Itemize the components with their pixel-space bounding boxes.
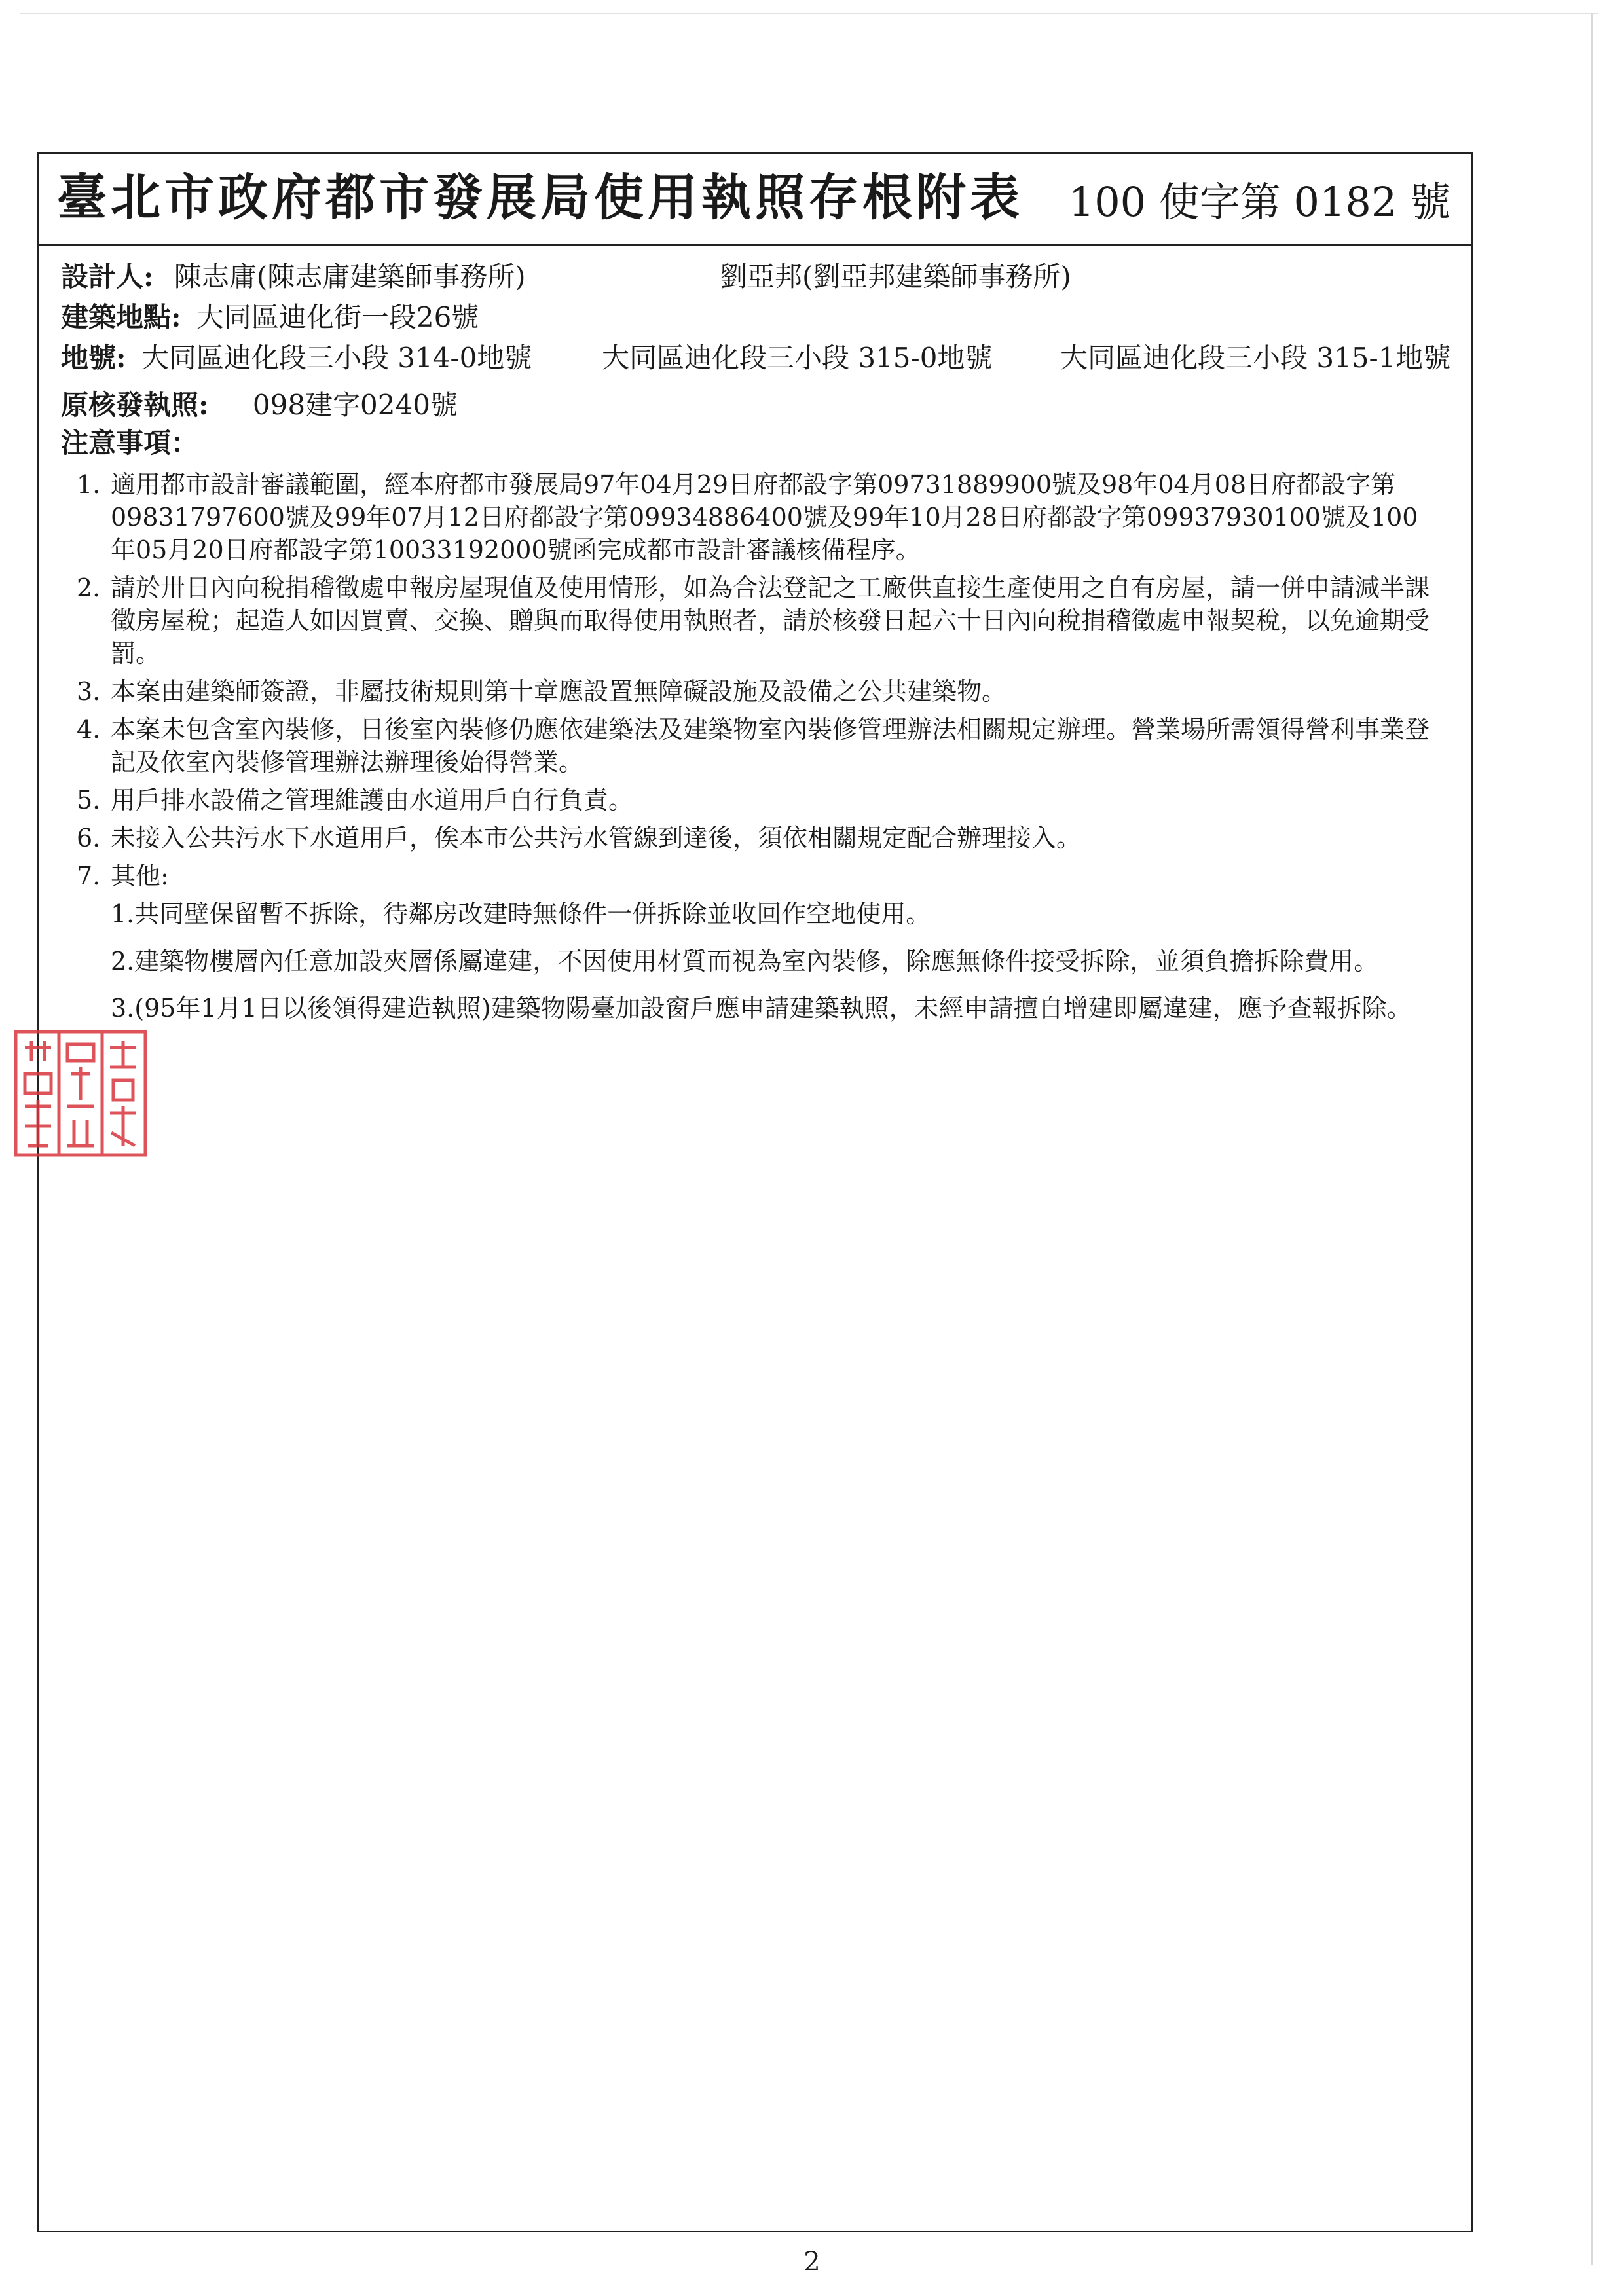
other-item: 2.建築物樓層內任意加設夾層係屬違建，不因使用材質而視為室內裝修，除應無條件接受拆除，並須負擔拆除費用。 xyxy=(111,947,1379,975)
permit-number: 100 使字第 0182 號 xyxy=(1068,178,1450,226)
note-item xyxy=(77,675,1439,708)
note-number: 4. xyxy=(77,715,101,744)
note-number: 6. xyxy=(77,824,101,852)
site-row xyxy=(61,299,479,336)
lot-2: 大同區迪化段三小段 315-0地號 xyxy=(602,342,993,374)
original-permit-row xyxy=(61,387,458,424)
page-number: 2 xyxy=(803,2247,821,2277)
note-number: 2. xyxy=(77,574,101,602)
note-item xyxy=(77,784,1439,816)
scan-right-edge xyxy=(1591,13,1593,2265)
note-text: 適用都市設計審議範圍，經本府都市發展局97年04月29日府都設字第09731889900號及98年04月08日府都設字第09831797600號及99年07月12日府都設字第09934886400號及99年10月28日府都設字第09937930100號及100年05月20日府都設字第10033192000號函完成都市設計審議核備程序。 xyxy=(111,470,1418,564)
site-label: 建築地點: xyxy=(61,301,181,333)
note-text: 本案未包含室內裝修，日後室內裝修仍應依建築法及建築物室內裝修管理辦法相關規定辦理。營業場所需領得營利事業登記及依室內裝修管理辦法辦理後始得營業。 xyxy=(111,715,1430,776)
lot-1: 大同區迪化段三小段 314-0地號 xyxy=(141,342,532,374)
original-permit-value: 098建字0240號 xyxy=(252,389,458,421)
lot-3-row xyxy=(1060,340,1450,376)
lot-row xyxy=(61,340,532,376)
page-title: 臺北市政府都市發展局使用執照存根附表 xyxy=(57,168,1024,227)
note-item xyxy=(77,822,1439,854)
note-text: 請於卅日內向稅捐稽徵處申報房屋現值及使用情形，如為合法登記之工廠供直接生產使用之自有房屋，請一併申請減半課徵房屋稅；起造人如因買賣、交換、贈與而取得使用執照者，請於核發日起六十日內向稅捐稽徵處申報契稅，以免逾期受罰。 xyxy=(111,574,1430,668)
note-item xyxy=(77,572,1439,670)
notes-heading-row xyxy=(61,425,198,462)
note-text: 未接入公共污水下水道用戶，俟本市公共污水管線到達後，須依相關規定配合辦理接入。 xyxy=(111,824,1082,852)
original-permit-label: 原核發執照: xyxy=(61,389,209,421)
notes-heading: 注意事項： xyxy=(61,427,199,459)
lot-3: 大同區迪化段三小段 315-1地號 xyxy=(1060,342,1451,374)
lot-label: 地號: xyxy=(61,342,126,374)
other-item: 1.共同壁保留暫不拆除，待鄰房改建時無條件一併拆除並收回作空地使用。 xyxy=(111,900,931,928)
note-number: 5. xyxy=(77,786,101,814)
other-items-list xyxy=(111,898,1439,1025)
lot-2-row xyxy=(602,340,992,376)
title-bar xyxy=(39,154,1471,246)
note-number: 1. xyxy=(77,470,101,499)
architect-seal-stamp xyxy=(12,1028,149,1159)
designer-2-row xyxy=(720,259,1071,295)
site-value: 大同區迪化街一段26號 xyxy=(196,301,479,333)
designer-2: 劉亞邦(劉亞邦建築師事務所) xyxy=(720,261,1071,293)
note-number: 7. xyxy=(77,862,101,890)
scan-top-edge xyxy=(20,13,1598,14)
designer-label: 設計人: xyxy=(61,261,154,293)
note-text: 本案由建築師簽證，非屬技術規則第十章應設置無障礙設施及設備之公共建築物。 xyxy=(111,677,1007,706)
other-item: 3.(95年1月1日以後領得建造執照)建築物陽臺加設窗戶應申請建築執照，未經申請擅自增建即屬違建，應予查報拆除。 xyxy=(111,994,1412,1023)
note-item xyxy=(77,713,1439,778)
notes-list xyxy=(77,468,1439,1039)
note-text: 其他: xyxy=(111,862,169,890)
note-item xyxy=(77,860,1439,1025)
document-frame xyxy=(37,152,1473,2232)
note-item xyxy=(77,468,1439,566)
designer-1: 陳志庸(陳志庸建築師事務所) xyxy=(174,261,526,293)
designer-row xyxy=(61,259,526,295)
note-number: 3. xyxy=(77,677,101,706)
note-text: 用戶排水設備之管理維護由水道用戶自行負責。 xyxy=(111,786,634,814)
